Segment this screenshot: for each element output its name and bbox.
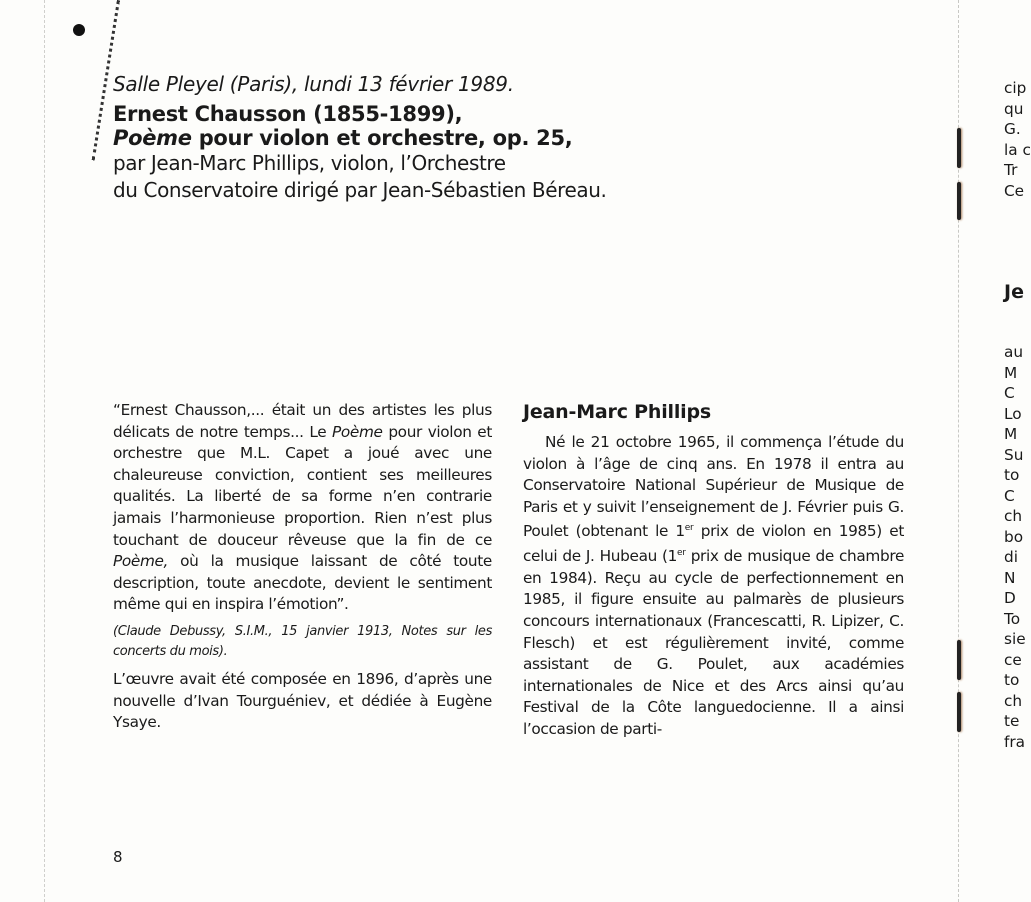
staple-bottom (957, 640, 961, 680)
ordinal-superscript: er (677, 548, 686, 559)
peek-line: Tr (1004, 161, 1018, 179)
peek-line: ch (1004, 507, 1023, 525)
peek-line: ch (1004, 691, 1023, 710)
peek-line: to (1004, 466, 1020, 484)
staple-top-lower (957, 182, 961, 220)
composition-note: L’œuvre avait été composée en 1896, d’après une nouvelle d’Ivan Tourguéniev, et dédiée à Eugène Ysaye. (113, 669, 492, 732)
work-title (113, 126, 813, 150)
peek-line: G. (1004, 120, 1021, 138)
peek-line: Su (1004, 445, 1024, 464)
quote-source: (Claude Debussy, S.I.M., 15 janvier 1913, Notes sur les concerts du mois). (113, 623, 492, 659)
peek-line: bo (1004, 527, 1024, 546)
performers-line-1: par Jean-Marc Phillips, violon, l’Orchestre (113, 151, 506, 175)
peek-line: di (1004, 548, 1018, 566)
quote-italic: Poème (332, 422, 383, 441)
bullet-dot-icon (73, 24, 85, 36)
quote-italic: Poème, (113, 552, 169, 571)
peek-line: To (1004, 609, 1021, 628)
peek-line: C (1004, 384, 1015, 402)
left-column (113, 400, 492, 734)
peek-line: M (1004, 425, 1018, 443)
composer-name: Ernest Chausson (1855-1899), (113, 102, 463, 126)
bio-text (523, 432, 904, 741)
peek-line: qu (1004, 99, 1024, 118)
staple-bottom-lower (957, 692, 961, 732)
staple-top (957, 128, 961, 168)
quote-text: pour violon et orchestre que M.L. Capet a joué avec une chaleureuse conviction, contient ses meilleures qualités. La liberté de sa forme n’en contrarie jamais l’harmonieuse proportion. Rien n’est plus touchant de douceur rêveuse que la fin de ce (113, 422, 492, 549)
work-title-italic: Poème (113, 126, 192, 150)
quote-text: “Ernest Chausson,... était un des artistes les plus délicats de notre temps... Le (113, 401, 492, 441)
peek-line: fra (1004, 732, 1026, 751)
bio-text-part: prix de violon en 1985) et celui de J. Hubeau (1 (523, 522, 904, 566)
peek-line: sie (1004, 630, 1026, 648)
concert-header (113, 72, 813, 204)
quote-text: où la musique laissant de côté toute description, toute anecdote, devient le sentiment même qui en inspira l’émotion”. (113, 552, 492, 614)
peek-line: au (1004, 343, 1024, 361)
work-title-rest: pour violon et orchestre, op. 25, (191, 126, 573, 150)
next-page-peek-top (1004, 78, 1031, 201)
performers-line-2: du Conservatoire dirigé par Jean-Sébastien Béreau. (113, 178, 607, 202)
peek-line: cip (1004, 79, 1027, 97)
venue-date: Salle Pleyel (Paris), lundi 13 février 1989. (113, 72, 514, 96)
page-number: 8 (113, 848, 123, 866)
bio-text-part: Né le 21 octobre 1965, il commença l’étude du violon à l’âge de cinq ans. En 1978 il entra au Conservatoire National Supérieur de Musique de Paris et y suivit l’enseignement de J. Février puis G. Poulet (obtenant le 1 (523, 433, 904, 541)
peek-line: te (1004, 712, 1020, 730)
peek-line: D (1004, 589, 1016, 607)
peek-line: Lo (1004, 404, 1022, 423)
peek-line: ce (1004, 650, 1022, 669)
debussy-quote (113, 400, 492, 616)
bio-text-part: prix de musique de chambre en 1984). Reçu au cycle de perfectionnement en 1985, il figure ensuite au palmarès de plusieurs concours internationaux (Francescatti, R. Lipizer, C. Flesch) et est régulièrement invité, comme assistant de G. Poulet, aux académies internationales de Nice et des Arcs ainsi qu’au Festival de la Côte languedocienne. Il a ainsi l’occasion de parti- (523, 547, 905, 738)
peek-line: to (1004, 671, 1020, 689)
page-edge-left (44, 0, 46, 902)
right-column (523, 400, 904, 741)
next-page-peek-bottom (1004, 342, 1024, 752)
peek-line: Ce (1004, 181, 1025, 200)
peek-line: C (1004, 486, 1015, 505)
ordinal-superscript: er (684, 523, 694, 534)
peek-line: M (1004, 363, 1018, 382)
peek-line: la c (1004, 140, 1031, 159)
bio-title: Jean-Marc Phillips (523, 401, 711, 423)
next-page-peek-title: Je (1004, 281, 1024, 303)
peek-line: N (1004, 568, 1016, 587)
